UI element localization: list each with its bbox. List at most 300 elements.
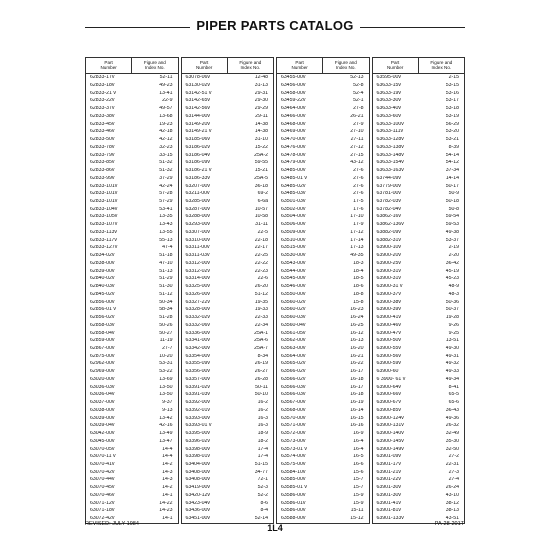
- part-number-cell: 63455-00v: [281, 75, 306, 81]
- figure-index-cell: 52-2: [257, 492, 268, 498]
- table-row: [86, 337, 178, 345]
- table-row: [277, 453, 369, 461]
- part-number-cell: 63560-04v: [281, 322, 306, 328]
- table-row: [277, 275, 369, 283]
- part-number-cell: 62856-02v: [90, 315, 115, 321]
- part-number-cell: 63633-128v: [376, 137, 404, 143]
- table-row: [277, 329, 369, 337]
- table-row: [277, 337, 369, 345]
- part-number-cell: 63506-00v: [281, 222, 306, 228]
- part-number-cell: 63900-37v: [376, 291, 402, 297]
- table-row: [277, 182, 369, 190]
- table-row: [182, 515, 274, 523]
- figure-index-cell: 43-10: [445, 492, 459, 498]
- table-row: [277, 244, 369, 252]
- table-row: [182, 275, 274, 283]
- part-number-cell: 63070-11 v: [90, 454, 116, 460]
- part-number-cell: 63070-41v: [90, 461, 115, 467]
- figure-index-cell: 54-14: [445, 152, 459, 158]
- figure-index-cell: 32-49: [445, 431, 459, 437]
- table-row: [182, 430, 274, 438]
- part-number-cell: 63391-03v: [185, 392, 211, 398]
- figure-index-cell: 16-19: [350, 400, 364, 406]
- figure-index-cell: 15-12: [350, 516, 364, 522]
- table-row: [182, 499, 274, 507]
- part-number-cell: 63882-31v: [376, 237, 402, 243]
- table-row: [277, 360, 369, 368]
- figure-index-cell: 57-28: [159, 191, 173, 197]
- figure-index-cell: 15-6: [353, 469, 364, 475]
- part-number-cell: 63038-00v: [90, 407, 115, 413]
- part-number-cell: 63573-00v: [281, 438, 306, 444]
- part-number-cell: 62833-101v: [90, 191, 118, 197]
- table-row: [277, 306, 369, 314]
- part-number-cell: 63419-00v: [185, 485, 211, 491]
- part-number-cell: 63186-04v: [185, 152, 211, 158]
- part-number-cell: 63456-00v: [281, 83, 306, 88]
- figure-index-cell: 53-31: [159, 361, 173, 367]
- part-number-cell: 62833-45v: [90, 121, 115, 127]
- table-row: [182, 438, 274, 446]
- table-row: [277, 167, 369, 175]
- figure-index-cell: 72-1: [257, 477, 268, 483]
- table-row: [373, 337, 465, 345]
- figure-index-cell: 15-9: [353, 492, 364, 498]
- part-number-cell: 63586-01v: [281, 500, 306, 506]
- figure-index-cell: 16-24: [350, 315, 364, 321]
- page-title-text: PIPER PARTS CATALOG: [190, 18, 359, 33]
- table-row: [86, 97, 178, 105]
- figure-index-cell: 52-1: [353, 98, 364, 104]
- part-number-cell: 63585-00v: [281, 477, 306, 483]
- part-number-cell: 63633-138v: [376, 144, 404, 150]
- table-row: [373, 360, 465, 368]
- figure-index-cell: 15-7: [353, 485, 364, 491]
- part-number-cell: 63901-22v: [376, 477, 402, 483]
- table-row: [277, 492, 369, 500]
- table-row: [182, 368, 274, 376]
- figure-index-cell: 19-23: [159, 121, 173, 127]
- figure-index-cell: 22-34: [254, 322, 268, 328]
- figure-index-cell: 37-29: [159, 175, 173, 181]
- figure-index-cell: 26-27: [254, 369, 268, 375]
- part-number-cell: 6 3900- 61 v: [376, 376, 406, 382]
- part-number-cell: 63530-00v: [281, 253, 306, 259]
- table-row: [86, 113, 178, 121]
- part-number-cell: 63900-20v: [376, 253, 402, 259]
- figure-index-cell: 27-6: [353, 168, 364, 174]
- part-number-cell: 63900-55v: [376, 345, 402, 351]
- table-row: [182, 291, 274, 299]
- figure-index-cell: 8-6: [260, 500, 268, 506]
- part-number-cell: 63782-03v: [376, 199, 402, 205]
- table-row: [373, 167, 465, 175]
- part-number-cell: 63485-01 v: [281, 175, 307, 181]
- figure-index-cell: 42-12: [159, 137, 173, 143]
- page-number: 1L4: [267, 523, 283, 533]
- table-row: [86, 128, 178, 136]
- figure-index-cell: 17-6: [353, 206, 364, 212]
- figure-index-cell: 15-21: [254, 168, 268, 174]
- table-row: [277, 476, 369, 484]
- table-row: [373, 368, 465, 376]
- figure-index-cell: 8-34: [257, 353, 268, 359]
- table-row: [182, 314, 274, 322]
- part-number-cell: 63149-20v: [185, 121, 211, 127]
- figure-index-cell: 26-21: [350, 113, 364, 119]
- part-number-cell: 62845-02v: [90, 291, 115, 297]
- figure-index-cell: 49-34: [445, 376, 459, 382]
- column-rows: [373, 74, 465, 523]
- figure-index-cell: 49-31: [445, 353, 459, 359]
- table-row: [182, 414, 274, 422]
- table-row: [86, 329, 178, 337]
- part-number-cell: 63328-00v: [185, 307, 211, 313]
- table-row: [182, 120, 274, 128]
- part-number-cell: 63468-00v: [281, 121, 306, 127]
- figure-index-cell: 13-42: [159, 415, 173, 421]
- figure-index-cell: 16-3: [257, 415, 268, 421]
- table-row: [277, 507, 369, 515]
- table-row: [373, 144, 465, 152]
- part-number-cell: 62833-85v: [90, 160, 115, 166]
- figure-index-cell: 27-7: [162, 345, 173, 351]
- table-row: [277, 422, 369, 430]
- figure-index-cell: 31-13: [254, 83, 268, 88]
- part-number-cell: 63144-00v: [185, 113, 211, 119]
- figure-index-cell: 52-3: [257, 485, 268, 491]
- part-number-cell: 62833-21 v: [90, 90, 116, 96]
- table-row: [182, 360, 274, 368]
- figure-index-cell: 52-4: [353, 90, 364, 96]
- part-number-cell: 62833-22v: [90, 98, 115, 104]
- table-row: [373, 476, 465, 484]
- part-number-cell: 63901-30v: [376, 485, 402, 491]
- table-row: [373, 329, 465, 337]
- table-row: [373, 414, 465, 422]
- table-row: [182, 74, 274, 82]
- table-row: [277, 291, 369, 299]
- table-row: [86, 190, 178, 198]
- table-row: [86, 283, 178, 291]
- figure-index-cell: 57-29: [159, 199, 173, 205]
- figure-index-cell: 53-37: [445, 237, 459, 243]
- part-number-cell: 62858-03v: [90, 322, 115, 328]
- part-number-cell: 63901-30v: [376, 492, 402, 498]
- part-number-cell: 62833-18v: [90, 83, 115, 88]
- part-number-cell: 63633-100v: [376, 121, 404, 127]
- part-number-cell: 63900-25v: [376, 260, 402, 266]
- part-number-cell: 63070-05v: [90, 446, 115, 452]
- table-row: [373, 438, 465, 446]
- figure-index-cell: 8-39: [448, 144, 459, 150]
- table-row: [373, 275, 465, 283]
- table-row: [86, 229, 178, 237]
- figure-index-cell: 14-38: [254, 121, 268, 127]
- figure-index-cell: 13-51: [445, 338, 459, 344]
- part-number-cell: 62833-78v: [90, 144, 115, 150]
- figure-index-cell: 17-5: [353, 199, 364, 205]
- part-number-cell: 63862-16v: [376, 214, 402, 220]
- figure-index-cell: 50-8: [448, 206, 459, 212]
- figure-index-cell: 29-30: [254, 98, 268, 104]
- part-number-cell: 63550-00v: [281, 291, 306, 297]
- figure-index-cell: 43-12: [350, 160, 364, 166]
- figure-index-cell: 17-12: [350, 229, 364, 235]
- figure-index-cell: 14-23: [159, 508, 173, 514]
- figure-index-cell: 52-8: [353, 83, 364, 88]
- part-number-header: Part Number: [291, 60, 308, 71]
- part-number-cell: 63515-00v: [281, 245, 306, 251]
- table-row: [182, 484, 274, 492]
- figure-index-cell: 56-29: [445, 121, 459, 127]
- figure-index-cell: 53-15: [445, 83, 459, 88]
- parts-column-4: [372, 57, 466, 524]
- table-row: [182, 159, 274, 167]
- table-row: [277, 430, 369, 438]
- table-row: [277, 468, 369, 476]
- figure-index-cell: 18-9: [257, 431, 268, 437]
- part-number-cell: 63149-21 v: [185, 129, 212, 135]
- figure-index-cell: 26-20: [254, 284, 268, 290]
- table-row: [277, 221, 369, 229]
- table-row: [86, 275, 178, 283]
- part-number-cell: 63564-00v: [281, 353, 306, 359]
- table-row: [86, 105, 178, 113]
- figure-index-cell: 42-24: [159, 183, 173, 189]
- table-row: [86, 221, 178, 229]
- figure-index-cell: 38-12: [445, 500, 459, 506]
- figure-index-cell: 16-16: [350, 423, 364, 429]
- figure-index-cell: 22-23: [254, 268, 268, 274]
- table-row: [182, 244, 274, 252]
- table-row: [182, 337, 274, 345]
- table-row: [182, 221, 274, 229]
- part-number-cell: 62833-86v: [90, 168, 115, 174]
- figure-index-cell: 14-4: [162, 454, 173, 460]
- table-row: [373, 182, 465, 190]
- part-number-cell: 63142-65v: [185, 98, 211, 104]
- part-number-cell: 63588-00v: [281, 516, 306, 522]
- table-row: [182, 105, 274, 113]
- part-number-cell: 63037-00v: [90, 400, 115, 406]
- figure-index-cell: 10-57: [254, 206, 268, 212]
- column-rows: [277, 74, 369, 523]
- table-row: [373, 376, 465, 384]
- part-number-cell: 63563-00v: [281, 345, 306, 351]
- table-row: [373, 128, 465, 136]
- table-row: [182, 97, 274, 105]
- figure-index-cell: 29-31: [254, 90, 268, 96]
- figure-index-cell: 10-58: [254, 214, 268, 220]
- table-row: [277, 414, 369, 422]
- figure-index-cell: 35-30: [445, 438, 459, 444]
- figure-index-cell: 36-42: [445, 260, 459, 266]
- figure-index-cell: 27-2: [448, 454, 459, 460]
- figure-index-cell: 15-8: [353, 299, 364, 305]
- figure-index-cell: 22-33: [254, 315, 268, 321]
- table-row: [182, 399, 274, 407]
- table-row: [373, 314, 465, 322]
- figure-index-cell: 32-23: [159, 144, 173, 150]
- part-number-cell: 63311-00v: [185, 245, 210, 251]
- table-row: [277, 461, 369, 469]
- part-number-cell: 63633-19v: [376, 90, 402, 96]
- part-number-cell: 63633-30v: [376, 98, 402, 104]
- figure-index-cell: 15-11: [350, 508, 364, 514]
- part-number-cell: 63633-163v: [376, 168, 404, 174]
- part-number-cell: 63420-12v: [185, 492, 211, 498]
- part-number-cell: 63310-00v: [185, 237, 211, 243]
- part-number-cell: 63423-04v: [185, 500, 211, 506]
- part-number-cell: 62833-17v: [90, 75, 115, 81]
- part-number-cell: 62833-50v: [90, 137, 115, 143]
- table-row: [182, 182, 274, 190]
- figure-index-cell: 53-20: [445, 129, 459, 135]
- figure-index-cell: 69-2: [257, 191, 268, 197]
- part-number-cell: 63070-46v: [90, 492, 115, 498]
- figure-index-cell: 48-3: [448, 291, 459, 297]
- table-row: [373, 236, 465, 244]
- table-row: [182, 213, 274, 221]
- part-number-cell: 63071-12v: [90, 500, 115, 506]
- part-number-cell: 63332-02v: [185, 315, 211, 321]
- table-row: [86, 383, 178, 391]
- figure-index-cell: 9-26: [448, 322, 459, 328]
- part-number-cell: 63396-02v: [185, 438, 211, 444]
- table-row: [277, 89, 369, 97]
- part-number-cell: 63070-42v: [90, 469, 115, 475]
- part-number-cell: 62833-101v: [90, 199, 118, 205]
- table-row: [277, 236, 369, 244]
- part-number-cell: 63900-64v: [376, 384, 402, 390]
- figure-index-cell: 17-10: [350, 214, 364, 220]
- table-row: [86, 476, 178, 484]
- figure-index-cell: 17-9: [353, 222, 364, 228]
- part-number-cell: 63341-00v: [185, 338, 211, 344]
- figure-index-cell: 13-55: [159, 229, 173, 235]
- table-row: [373, 391, 465, 399]
- part-number-cell: 63900-31 v: [376, 284, 403, 290]
- part-number-cell: 63566-03v: [281, 392, 306, 398]
- figure-index-cell: 22-6: [257, 276, 268, 282]
- figure-index-cell: 43-51: [445, 516, 459, 522]
- part-number-cell: 63186-33v: [185, 175, 211, 181]
- part-number-cell: 63901-09v: [376, 454, 402, 460]
- figure-index-cell: 51-13: [159, 268, 173, 274]
- part-number-cell: 63901-17v: [376, 461, 402, 467]
- part-number-cell: 63501-03v: [281, 199, 306, 205]
- table-row: [373, 175, 465, 183]
- table-row: [86, 267, 178, 275]
- figure-index-cell: 59-55: [254, 160, 268, 166]
- figure-index-cell: 33-15: [159, 152, 173, 158]
- table-row: [277, 128, 369, 136]
- table-row: [182, 468, 274, 476]
- table-row: [182, 461, 274, 469]
- table-row: [182, 422, 274, 430]
- part-number-cell: 63485-02v: [281, 183, 306, 189]
- part-number-cell: 63779-00v: [376, 183, 402, 189]
- table-row: [277, 407, 369, 415]
- part-number-cell: 63900-31v: [376, 276, 402, 282]
- table-row: [373, 383, 465, 391]
- table-row: [277, 322, 369, 330]
- figure-index-cell: 52-14: [254, 516, 268, 522]
- figure-index-cell: 49-35: [350, 253, 364, 259]
- part-number-cell: 63312-00v: [185, 260, 211, 266]
- part-number-cell: 63900-66v: [376, 392, 402, 398]
- figure-index-cell: 22-18: [254, 237, 268, 243]
- figure-index-cell: 42-18: [159, 129, 173, 135]
- table-row: [373, 213, 465, 221]
- part-number-cell: 63633-148v: [376, 152, 404, 158]
- table-row: [86, 322, 178, 330]
- table-row: [277, 376, 369, 384]
- figure-index-cell: 16-23: [350, 307, 364, 313]
- part-number-cell: 63078-06v: [185, 75, 211, 81]
- part-number-header: Part Number: [195, 60, 213, 71]
- table-row: [373, 97, 465, 105]
- table-row: [277, 205, 369, 213]
- part-number-cell: 63072-42v: [90, 516, 115, 522]
- figure-index-cell: 25A-7: [254, 345, 268, 351]
- table-row: [182, 128, 274, 136]
- part-number-cell: 63357-00v: [185, 376, 211, 382]
- figure-index-cell: 29-29: [254, 106, 268, 112]
- part-number-cell: 62969-00v: [90, 369, 115, 375]
- table-row: [182, 407, 274, 415]
- table-row: [182, 507, 274, 515]
- part-number-cell: 63355-09v: [185, 361, 211, 367]
- figure-index-cell: 27-3: [448, 469, 459, 475]
- figure-index-cell: 50-18: [445, 199, 459, 205]
- figure-index-cell: 9-13: [162, 407, 173, 413]
- figure-index-cell: 27-6: [353, 175, 364, 181]
- figure-index-cell: 14-3: [162, 469, 173, 475]
- figure-index-cell: 26-24: [445, 485, 459, 491]
- part-number-cell: 62833-127v: [90, 245, 118, 251]
- part-number-cell: 63900-41v: [376, 315, 402, 321]
- table-row: [373, 82, 465, 90]
- part-number-cell: 62833-107v: [90, 222, 118, 228]
- table-row: [277, 283, 369, 291]
- revision-date: REVISED: JULY 1984: [85, 521, 139, 527]
- table-row: [277, 175, 369, 183]
- figure-index-cell: 14-38: [254, 129, 268, 135]
- part-number-cell: 62867-00v: [90, 345, 115, 351]
- part-number-header: Part Number: [100, 60, 117, 71]
- table-row: [182, 167, 274, 175]
- part-number-cell: 63570-00v: [281, 415, 306, 421]
- part-number-cell: 62962-00v: [90, 361, 115, 367]
- table-row: [373, 352, 465, 360]
- part-number-cell: 63900-67v: [376, 400, 402, 406]
- table-row: [277, 105, 369, 113]
- figure-index-cell: 14-2: [162, 461, 173, 467]
- figure-index-cell: 17-14: [350, 237, 364, 243]
- table-row: [182, 89, 274, 97]
- part-number-cell: 63574-00v: [281, 454, 306, 460]
- part-number-cell: 63395-00v: [185, 431, 211, 437]
- figure-index-cell: 13-69: [159, 376, 173, 382]
- figure-index-header: Figure and Index No.: [131, 58, 177, 73]
- part-number-cell: 63311-03v: [185, 253, 210, 259]
- table-row: [277, 484, 369, 492]
- figure-index-cell: 14-1: [162, 492, 173, 498]
- table-row: [182, 229, 274, 237]
- part-number-cell: 63185-06v: [185, 137, 211, 143]
